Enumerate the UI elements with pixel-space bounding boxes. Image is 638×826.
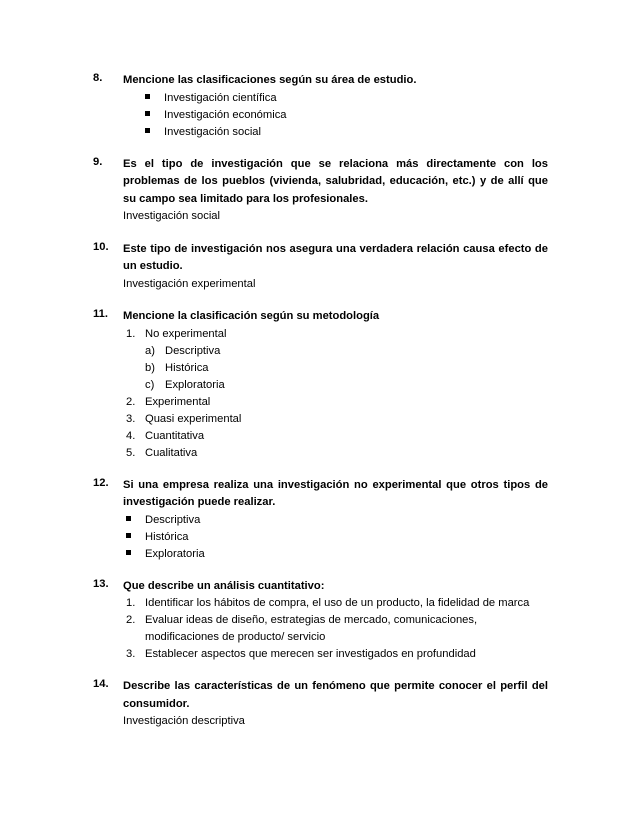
question-text: Mencione las clasificaciones según su área de estudio.: [123, 74, 417, 86]
list-item: Exploratoria: [0, 546, 638, 563]
list-item: Descriptiva: [0, 512, 638, 529]
question-text: Describe las características de un fenómeno que permite conocer el perfil del consumidor.: [123, 680, 548, 710]
list-item: 4. Cuantitativa: [126, 429, 205, 442]
question-9: [0, 156, 638, 226]
question-number: 13.: [93, 577, 109, 590]
square-bullet-icon: [145, 90, 150, 107]
question-number: 12.: [93, 476, 109, 489]
question-number: 11.: [93, 308, 108, 320]
question-text: Si una empresa realiza una investigación no experimental que otros tipos de investigación puede realizar.: [123, 478, 548, 508]
list-item: Histórica: [0, 529, 638, 546]
list-item: Investigación científica: [0, 90, 638, 107]
answer-text: Investigación experimental: [123, 277, 256, 290]
question-13: [0, 578, 638, 664]
list-item: Investigación social: [0, 124, 638, 141]
question-11: [0, 308, 638, 462]
bullet-list: [0, 90, 638, 141]
list-item: 3. Establecer aspectos que merecen ser investigados en profundidad: [126, 648, 476, 660]
square-bullet-icon: [145, 107, 150, 124]
bullet-list: [0, 512, 638, 563]
question-number: 9.: [93, 155, 103, 168]
square-bullet-icon: [126, 512, 131, 529]
question-text: Mencione la clasificación según su metodología: [123, 310, 380, 322]
list-item: 5. Cualitativa: [126, 446, 198, 459]
list-item: 2. Experimental: [126, 395, 211, 408]
question-text: Que describe un análisis cuantitativo:: [123, 579, 325, 592]
answer-text: Investigación social: [123, 210, 221, 222]
list-item: 2. Evaluar ideas de diseño, estrategias de mercado, comunicaciones, modificaciones de producto/ servicio: [126, 614, 478, 643]
answer-text: Investigación descriptiva: [123, 715, 245, 727]
list-item: 1. Identificar los hábitos de compra, el uso de un producto, la fidelidad de marca: [126, 597, 530, 609]
question-8: [0, 72, 638, 141]
numbered-list: [0, 326, 638, 462]
question-number: 8.: [93, 72, 103, 84]
question-list: [0, 72, 638, 731]
square-bullet-icon: [126, 546, 131, 563]
sub-list-item: c) Exploratoria: [145, 378, 225, 391]
question-text: Es el tipo de investigación que se relaciona más directamente con los problemas de los pueblos (vivienda, salubridad, educación, etc.) y de allí que su campo sea limitado para los profesionales.: [123, 157, 548, 205]
list-item: Investigación económica: [0, 107, 638, 124]
list-item: 1. No experimental: [126, 327, 227, 340]
square-bullet-icon: [145, 124, 150, 141]
sub-list-item: a) Descriptiva: [145, 344, 221, 357]
question-12: [0, 477, 638, 563]
square-bullet-icon: [126, 529, 131, 546]
list-item: 3. Quasi experimental: [126, 412, 242, 425]
numbered-list: [0, 595, 638, 663]
sub-list-item: b) Histórica: [145, 361, 209, 374]
question-14: [0, 678, 638, 731]
question-text: Este tipo de investigación nos asegura una verdadera relación causa efecto de un estudio.: [123, 242, 548, 272]
question-number: 14.: [93, 678, 109, 690]
question-number: 10.: [93, 240, 109, 253]
question-10: [0, 241, 638, 294]
